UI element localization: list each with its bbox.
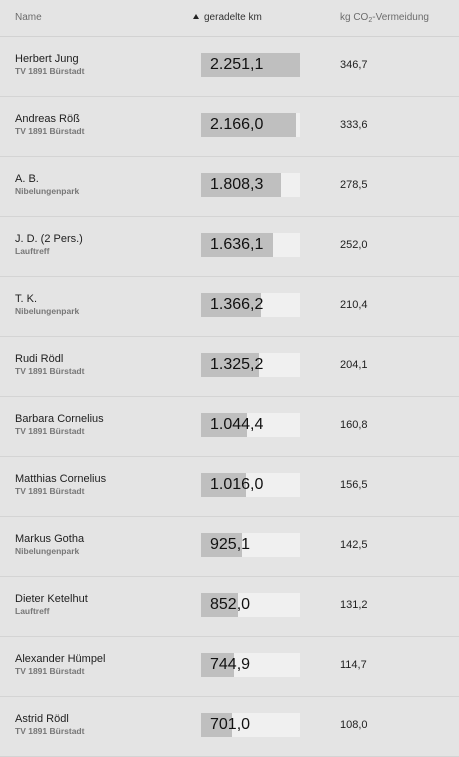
table-row[interactable]	[0, 457, 459, 517]
table-row[interactable]	[0, 337, 459, 397]
participant-team: TV 1891 Bürstadt	[15, 126, 85, 136]
sort-ascending-icon	[193, 14, 199, 19]
co2-value: 142,5	[340, 539, 368, 551]
column-header-co2[interactable]	[340, 12, 429, 24]
participant-name: T. K.	[15, 293, 38, 305]
co2-value: 210,4	[340, 299, 368, 311]
table-row[interactable]	[0, 397, 459, 457]
participant-name: Rudi Rödl	[15, 353, 64, 365]
participant-name: Alexander Hümpel	[15, 653, 106, 665]
km-value: 701,0	[210, 716, 251, 733]
table-row[interactable]	[0, 217, 459, 277]
participant-team: TV 1891 Bürstadt	[15, 666, 85, 676]
column-header-name[interactable]: Name	[15, 12, 42, 23]
participant-name: Barbara Cornelius	[15, 413, 104, 425]
column-header-km[interactable]	[193, 12, 262, 23]
co2-value: 278,5	[340, 179, 368, 191]
participant-name: Astrid Rödl	[15, 713, 69, 725]
co2-value: 160,8	[340, 419, 368, 431]
km-value: 925,1	[210, 536, 251, 553]
participant-name: J. D. (2 Pers.)	[15, 233, 83, 245]
table-row[interactable]	[0, 577, 459, 637]
km-value: 744,9	[210, 656, 251, 673]
participant-team: Nibelungenpark	[15, 306, 80, 316]
co2-value: 204,1	[340, 359, 368, 371]
participant-team: TV 1891 Bürstadt	[15, 426, 85, 436]
participant-team: TV 1891 Bürstadt	[15, 366, 85, 376]
participant-name: Herbert Jung	[15, 53, 79, 65]
co2-value: 333,6	[340, 119, 368, 131]
co2-value: 252,0	[340, 239, 368, 251]
participant-team: TV 1891 Bürstadt	[15, 66, 85, 76]
km-value: 852,0	[210, 596, 251, 613]
km-value: 1.366,2	[210, 296, 264, 313]
participant-team: TV 1891 Bürstadt	[15, 726, 85, 736]
table-row[interactable]	[0, 277, 459, 337]
co2-value: 156,5	[340, 479, 368, 491]
participant-team: Lauftreff	[15, 606, 50, 616]
participant-name: Matthias Cornelius	[15, 473, 107, 485]
co2-value: 114,7	[340, 659, 367, 671]
table-row[interactable]	[0, 37, 459, 97]
participant-team: TV 1891 Bürstadt	[15, 486, 85, 496]
km-value: 1.016,0	[210, 476, 264, 493]
co2-value: 346,7	[340, 59, 368, 71]
km-value: 2.166,0	[210, 116, 264, 133]
co2-value: 131,2	[340, 599, 368, 611]
table-header	[0, 0, 459, 37]
table-row[interactable]	[0, 697, 459, 757]
km-value: 1.636,1	[210, 236, 264, 253]
column-header-km-label: geradelte km	[204, 12, 262, 23]
table-row[interactable]	[0, 517, 459, 577]
co2-value: 108,0	[340, 719, 368, 731]
column-header-co2-prefix: kg CO	[340, 12, 369, 23]
column-header-co2-sub: 2	[368, 17, 373, 24]
table-row[interactable]	[0, 157, 459, 217]
km-value: 1.808,3	[210, 176, 264, 193]
column-header-co2-suffix: -Vermeidung	[372, 12, 429, 23]
table-row[interactable]	[0, 97, 459, 157]
km-value: 1.325,2	[210, 356, 264, 373]
participant-team: Nibelungenpark	[15, 546, 80, 556]
participant-name: Markus Gotha	[15, 533, 85, 545]
participant-name: Andreas Röß	[15, 113, 80, 125]
km-value: 1.044,4	[210, 416, 264, 433]
table-row[interactable]	[0, 637, 459, 697]
table-body	[0, 37, 459, 757]
participant-name: Dieter Ketelhut	[15, 593, 88, 605]
km-value: 2.251,1	[210, 56, 264, 73]
participant-team: Nibelungenpark	[15, 186, 80, 196]
participant-name: A. B.	[15, 173, 39, 185]
participant-team: Lauftreff	[15, 246, 50, 256]
